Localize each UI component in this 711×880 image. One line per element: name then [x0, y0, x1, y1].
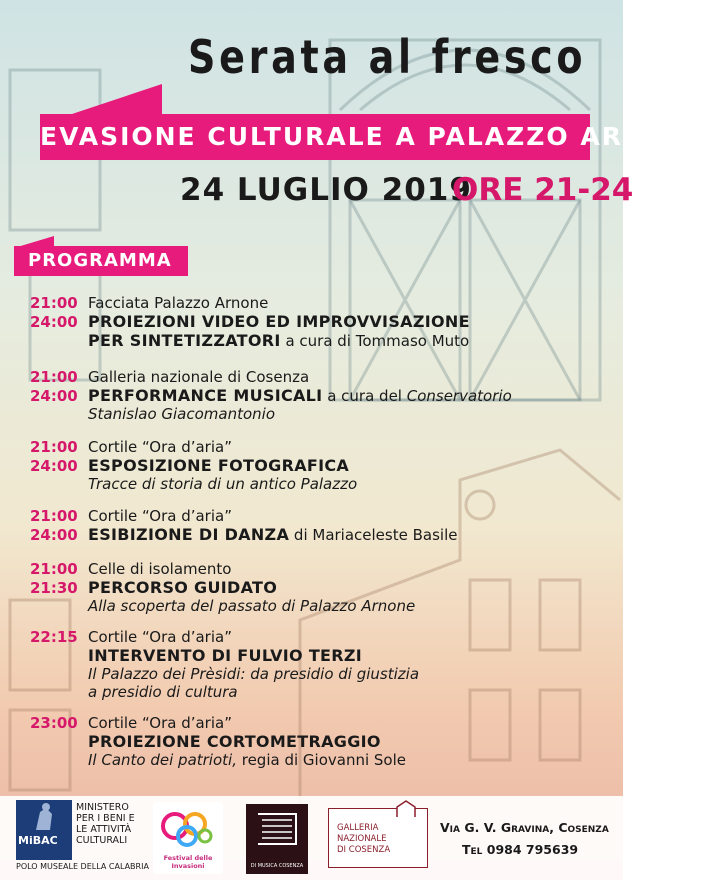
event-location: Celle di isolamento — [88, 560, 232, 578]
mibac-line: PER I BENI E — [76, 813, 135, 824]
program-item — [30, 560, 600, 615]
event-subtitle: Alla scoperta del passato di Palazzo Arnone — [88, 597, 416, 615]
program-item — [30, 507, 600, 544]
mibac-ministry-text — [76, 802, 135, 846]
event-date: 24 LUGLIO 2019 — [180, 172, 472, 208]
festival-name: Festival delle Invasioni — [163, 854, 213, 870]
galleria-line: DI COSENZA — [337, 845, 391, 855]
festival-swirl-icon — [153, 802, 223, 858]
program-item — [30, 628, 600, 701]
event-title: ESPOSIZIONE FOTOGRAFICA — [88, 456, 350, 475]
end-time: 24:00 — [30, 387, 78, 405]
venue-phone: Tel 0984 795639 — [462, 842, 579, 857]
event-title: PROIEZIONE CORTOMETRAGGIO — [88, 732, 381, 751]
mibac-statue-icon — [16, 800, 72, 834]
event-location: Facciata Palazzo Arnone — [88, 294, 269, 312]
event-subtitle: Il Palazzo dei Prèsidi: da presidio di giustizia — [88, 665, 420, 683]
galleria-line: NAZIONALE — [337, 834, 387, 844]
program-item — [30, 368, 600, 423]
event-detail: di Mariaceleste Basile — [289, 526, 458, 544]
event-title: INTERVENTO DI FULVIO TERZI — [88, 646, 363, 665]
event-detail-italic: Conservatorio — [406, 387, 512, 405]
event-location: Cortile “Ora d’aria” — [88, 628, 232, 646]
end-time: 21:30 — [30, 579, 78, 597]
end-time: 24:00 — [30, 313, 78, 331]
end-time: 24:00 — [30, 526, 78, 544]
mibac-line: CULTURALI — [76, 835, 128, 846]
start-time: 21:00 — [30, 507, 78, 525]
mibac-line: MINISTERO — [76, 802, 129, 813]
galleria-name — [337, 823, 390, 856]
program-item — [30, 294, 600, 350]
polo-museale-text: POLO MUSEALE DELLA CALABRIA — [16, 862, 149, 871]
footer-bar — [0, 796, 623, 880]
conservatorio-emblem-icon — [246, 804, 308, 854]
conservatorio-logo — [246, 804, 308, 874]
event-subtitle: Stanislao Giacomantonio — [88, 405, 276, 423]
start-time: 21:00 — [30, 560, 78, 578]
event-subtitle: Il Canto dei patrioti, — [88, 751, 237, 769]
mibac-emblem — [16, 800, 72, 860]
mibac-letters: MiBAC — [18, 834, 58, 847]
event-title: PERFORMANCE MUSICALI — [88, 386, 323, 405]
event-title: PERCORSO GUIDATO — [88, 578, 278, 597]
mibac-logo — [16, 800, 149, 874]
event-location: Cortile “Ora d’aria” — [88, 438, 232, 456]
event-location: Cortile “Ora d’aria” — [88, 507, 232, 525]
festival-invasioni-logo — [153, 802, 223, 874]
event-subtitle: Tracce di storia di un antico Palazzo — [88, 475, 358, 493]
end-time: 24:00 — [30, 457, 78, 475]
event-location: Cortile “Ora d’aria” — [88, 714, 232, 732]
start-time: 21:00 — [30, 294, 78, 312]
start-time: 23:00 — [30, 714, 78, 732]
galleria-line: GALLERIA — [337, 823, 379, 833]
galleria-building-icon — [395, 799, 417, 819]
mibac-line: LE ATTIVITÀ — [76, 824, 132, 835]
galleria-nazionale-logo — [328, 808, 428, 868]
subtitle-banner: EVASIONE CULTURALE A PALAZZO ARNONE — [40, 114, 590, 160]
event-hours: ORE 21-24 — [452, 172, 634, 208]
start-time: 22:15 — [30, 628, 78, 646]
event-title-cont: PER SINTETIZZATORI — [88, 331, 281, 350]
programma-label: PROGRAMMA — [14, 246, 188, 276]
event-detail: a cura del — [322, 387, 407, 405]
start-time: 21:00 — [30, 438, 78, 456]
poster-title: Serata al fresco — [188, 30, 587, 84]
event-detail: regia di Giovanni Sole — [236, 751, 406, 769]
program-item — [30, 438, 600, 493]
event-title: PROIEZIONI VIDEO ED IMPROVVISAZIONE — [88, 312, 470, 331]
event-location: Galleria nazionale di Cosenza — [88, 368, 310, 386]
program-item — [30, 714, 600, 769]
venue-address: Via G. V. Gravina, Cosenza — [440, 820, 609, 835]
conservatorio-name: DI MUSICA COSENZA — [250, 863, 304, 869]
event-subtitle-cont: a presidio di cultura — [88, 683, 238, 701]
start-time: 21:00 — [30, 368, 78, 386]
event-title: ESIBIZIONE DI DANZA — [88, 525, 290, 544]
event-detail: a cura di Tommaso Muto — [280, 332, 470, 350]
